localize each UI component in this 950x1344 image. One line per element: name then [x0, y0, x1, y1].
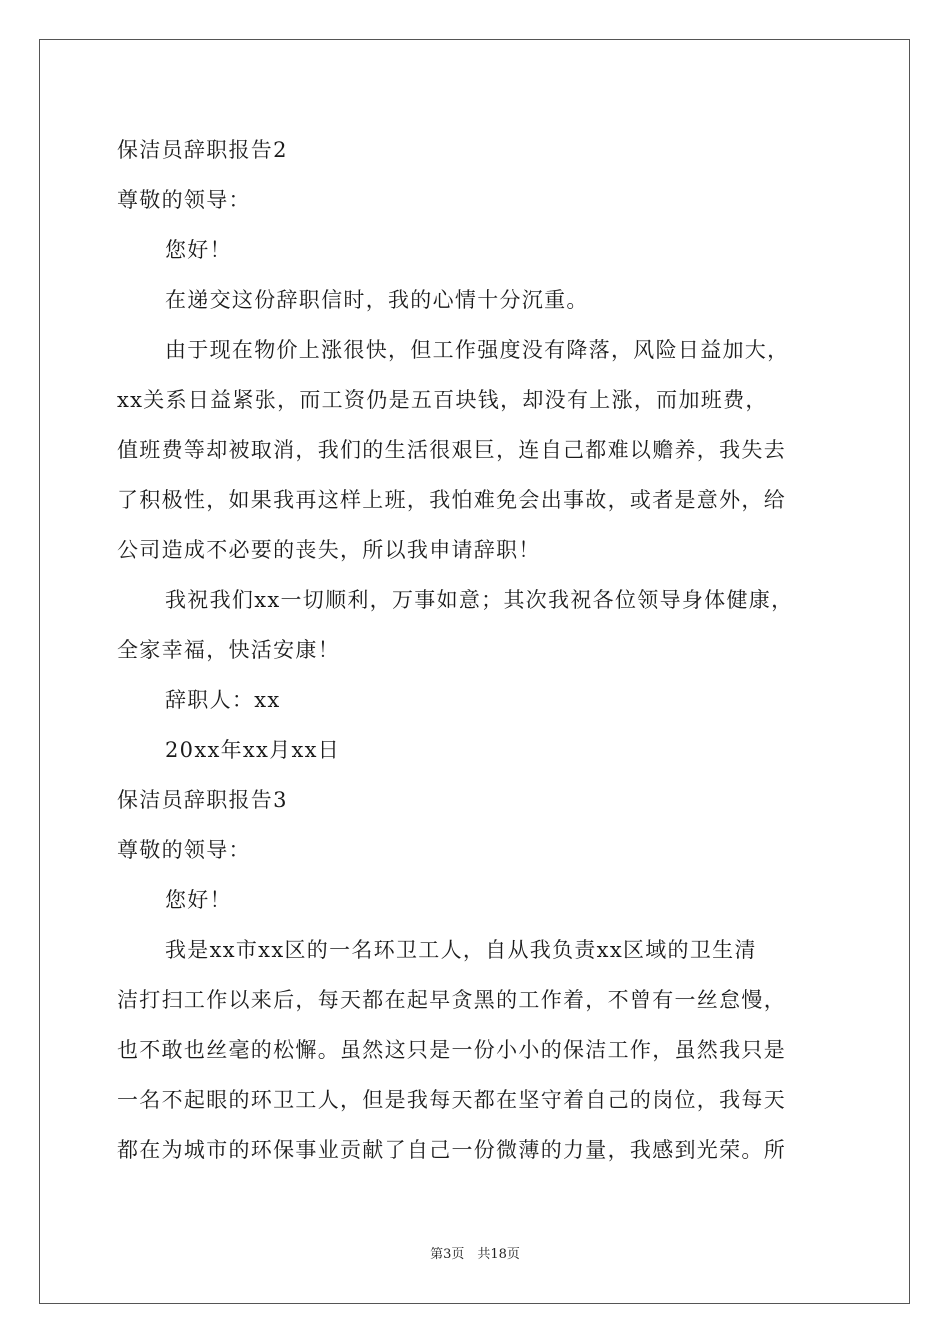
signature-line: 辞职人：xx	[165, 688, 281, 712]
greeting: 您好！	[165, 888, 232, 912]
paragraph-line: 公司造成不必要的丧失，所以我申请辞职！	[117, 538, 541, 562]
greeting: 您好！	[165, 238, 232, 262]
paragraph-line: 一名不起眼的环卫工人，但是我每天都在坚守着自己的岗位，我每天	[117, 1088, 786, 1112]
section-title-3: 保洁员辞职报告3	[117, 788, 288, 812]
section-title-2: 保洁员辞职报告2	[117, 138, 288, 162]
paragraph-line: 也不敢也丝毫的松懈。虽然这只是一份小小的保洁工作，虽然我只是	[117, 1038, 786, 1062]
salutation: 尊敬的领导：	[117, 188, 251, 212]
paragraph-line: xx关系日益紧张，而工资仍是五百块钱，却没有上涨，而加班费，	[117, 388, 768, 412]
salutation: 尊敬的领导：	[117, 838, 251, 862]
paragraph-line: 全家幸福，快活安康！	[117, 638, 340, 662]
paragraph-line: 值班费等却被取消，我们的生活很艰巨，连自己都难以赡养，我失去	[117, 438, 786, 462]
date-line: 20xx年xx月xx日	[165, 738, 341, 762]
paragraph-line: 洁打扫工作以来后，每天都在起早贪黑的工作着，不曾有一丝怠慢，	[117, 988, 786, 1012]
paragraph-line: 了积极性，如果我再这样上班，我怕难免会出事故，或者是意外，给	[117, 488, 786, 512]
paragraph-line: 我是xx市xx区的一名环卫工人，自从我负责xx区域的卫生清	[165, 938, 757, 962]
paragraph-line: 都在为城市的环保事业贡献了自己一份微薄的力量，我感到光荣。所	[117, 1138, 786, 1162]
page-border	[39, 39, 910, 1304]
paragraph-line: 我祝我们xx一切顺利，万事如意；其次我祝各位领导身体健康，	[165, 588, 794, 612]
page-number-footer: 第3页 共18页	[430, 1247, 520, 1262]
paragraph-line: 在递交这份辞职信时，我的心情十分沉重。	[165, 288, 589, 312]
paragraph-line: 由于现在物价上涨很快，但工作强度没有降落，风险日益加大，	[165, 338, 790, 362]
